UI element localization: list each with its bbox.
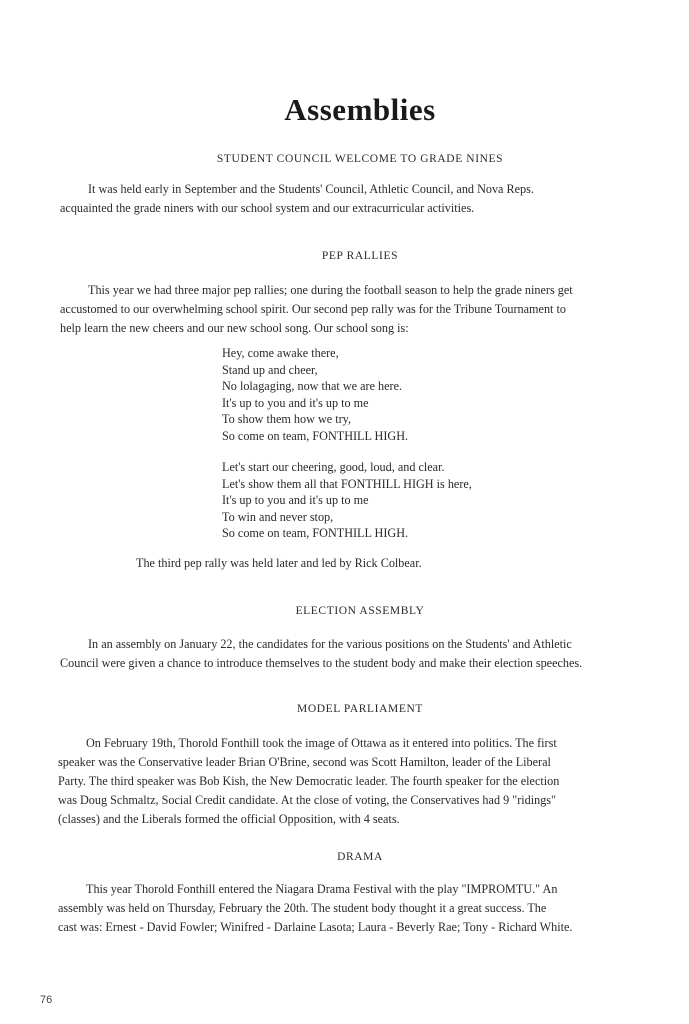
song-line: It's up to you and it's up to me (222, 395, 369, 410)
text-line: (classes) and the Liberals formed the official Opposition, with 4 seats. (58, 812, 400, 826)
text-line: The third pep rally was held later and led by Rick Colbear. (136, 556, 422, 570)
song-line: Let's start our cheering, good, loud, and clear. (222, 460, 445, 474)
text-line: assembly was held on Thursday, February the 20th. The student body thought it a great success. The (58, 901, 547, 915)
section-heading-student-council: STUDENT COUNCIL WELCOME TO GRADE NINES (216, 153, 504, 165)
song-line: So come on team, FONTHILL HIGH. (222, 526, 409, 541)
school-song-verse-2 (222, 459, 472, 542)
text-line: accustomed to our overwhelming school spirit. Our second pep rally was for the Tribune Tournament to (60, 302, 566, 316)
song-line: So come on team, FONTHILL HIGH. (222, 428, 409, 443)
page-number: 76 (40, 994, 53, 1006)
text-line: help learn the new cheers and our new school song. Our school song is: (60, 321, 409, 335)
text-line: This year Thorold Fonthill entered the Niagara Drama Festival with the play "IMPROMTU." An (86, 882, 558, 896)
text-line: This year we had three major pep rallies; one during the football season to help the grade niners get (88, 283, 573, 297)
text-line: cast was: Ernest - David Fowler; Winifred - Darlaine Lasota; Laura - Beverly Rae; Tony - Richard White. (58, 920, 573, 934)
song-line: Stand up and cheer, (222, 362, 318, 377)
song-line: To win and never stop, (222, 509, 334, 524)
paragraph-drama (58, 880, 658, 937)
paragraph-pep-rally-closing (136, 554, 689, 573)
text-line: On February 19th, Thorold Fonthill took the image of Ottawa as it entered into politics. The first (86, 736, 557, 750)
song-line: It's up to you and it's up to me (222, 493, 369, 508)
paragraph-model-parliament (58, 734, 658, 829)
section-heading-pep-rallies: PEP RALLIES (321, 250, 399, 262)
text-line: In an assembly on January 22, the candidates for the various positions on the Students' and Athletic (88, 637, 572, 651)
paragraph-election-assembly (60, 635, 660, 673)
paragraph-pep-rallies (60, 281, 660, 338)
section-heading-model-parliament: MODEL PARLIAMENT (297, 703, 423, 715)
school-song-verse-1 (222, 345, 408, 445)
text-line: It was held early in September and the Students' Council, Athletic Council, and Nova Reps. (88, 182, 534, 196)
section-heading-drama: DRAMA (337, 851, 383, 863)
text-line: acquainted the grade niners with our school system and our extracurricular activities. (60, 201, 475, 215)
text-line: speaker was the Conservative leader Brian O'Brine, second was Scott Hamilton, leader of the Liberal (58, 755, 551, 769)
song-line: To show them how we try, (222, 412, 352, 427)
paragraph-student-council (60, 180, 660, 218)
song-line: No lolagaging, now that we are here. (222, 379, 403, 394)
song-line: Let's show them all that FONTHILL HIGH is here, (222, 476, 472, 491)
text-line: was Doug Schmaltz, Social Credit candidate. At the close of voting, the Conservatives had 9 "ridings" (58, 793, 557, 807)
page-title: Assemblies (284, 92, 436, 127)
text-line: Council were given a chance to introduce themselves to the student body and make their election speeches. (60, 656, 583, 670)
text-line: Party. The third speaker was Bob Kish, the New Democratic leader. The fourth speaker for the election (58, 774, 560, 788)
song-line: Hey, come awake there, (222, 346, 339, 360)
section-heading-election-assembly: ELECTION ASSEMBLY (295, 605, 425, 617)
